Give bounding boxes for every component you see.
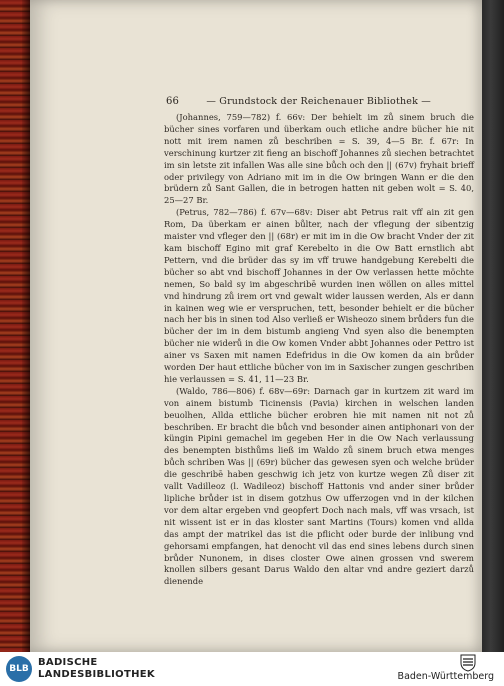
library-name-line2: LANDESBIBLIOTHEK <box>38 669 155 680</box>
running-title: — Grundstock der Reichenauer Bibliothek — <box>206 96 431 107</box>
coat-of-arms-icon <box>460 654 476 672</box>
blb-logo-icon[interactable]: BLB <box>6 656 32 682</box>
book-binding <box>0 0 30 652</box>
footer-bar <box>0 652 504 686</box>
library-name-line1: BADISCHE <box>38 657 98 668</box>
partner-logo[interactable] <box>344 654 494 684</box>
paragraph-petrus: (Petrus, 782—786) f. 67v—68v: Diser abt Petrus rait vff ain zit gen Rom, Da überkam er ainen bůlter, nach der vflegung der sibentzig maister vnd vfleger den || (68r) er mit im in die Ow bracht Vnder der zit kam bischoff Egino mit graf Kerebelto in die Ow Batt ernstlich abt Pettern, vnd die brüder das sy im vff truwe handgebung Kerebelti die bücher so abt vnd bischoff Johannes in der Ow verlassen hette möchte nemen, So bald sy im abgeschribē wurden inen wöllen on alles mittel vnd hindrung zů irem ort vnd gewalt wider laussen werden, Als er dann in kainen weg wie er verspruchen, tett, besonder behielt er die bücher nach her bis in sinen tod Also verließ er Wisheozo sinem brůders fun die bücher der im in dem bistumb angieng Vnd syen also die benempten bücher nie widerů in die Ow komen Vnder abbt Johannes oder Pettro ist ainer vs Saxen mit namen Edefridus in die Ow komen da ain brůder worden Der haut ettliche bücher von im in Saxischer zungen geschriben hie verlaussen = S. 41, 11—23 Br. <box>164 207 474 384</box>
book-cover-edge <box>482 0 504 652</box>
paragraph-waldo: (Waldo, 786—806) f. 68v—69r: Darnach gar in kurtzem zit ward im von ainem bistumb Ticinensis (Pavia) kirchen in welschen landen beuolhen, Allda ettliche bücher erobren hie mit namen nit not zů beschriben. Er bracht die bůch vnd besonder ainen antiphonari von der küngin Pipini gemachel im gegeben Her in die Ow Nach verlaussung des benempten bisthůms ließ im Waldo zů sinem bruch etwa menges bůch schriben Was || (69r) bücher das gewesen syen och welche brüder die geschribē haben geschwig ich jetz von kurtze wegen Zů diser zit vallt Vadilleoz (l. Wadileoz) bischoff Hattonis vnd ander siner brůder lipliche brůder ist in disem gotzhus Ow ufferzogen vnd in der kilchen vor dem altar ergeben vnd geopfert Doch nach mals, vff was vrsach, ist nit wissent ist er in das kloster sant Martins (Tours) komen vnd allda das ampt der matrikel das ist die pflicht oder burde der inlibung vnd gehorsami empfangen, hat denocht vil das end sines lebens durch sinen brůder Nunonem, in dises closter Owe ainen grossen vnd swerem knollen silbers gesant Darus Waldo den altar vnd andre geziert darzů dienende <box>164 385 474 587</box>
page-header <box>166 96 446 110</box>
partner-name: Baden-Württemberg <box>397 671 494 682</box>
page-number: 66 <box>166 96 180 107</box>
library-name[interactable] <box>38 657 155 681</box>
book-page <box>30 0 482 652</box>
paragraph-johannes: (Johannes, 759—782) f. 66v: Der behielt im zů sinem bruch die bücher sines vorfaren und überkam ouch etliche andre bücher hie nit nott mit irem namen zů beschriben = S. 39, 4—5 Br. f. 67r: In verschinung kurtzer zit fieng an bischoff Johannes zů siechen betrachtet im sin letste zit infallen Was alle sine bůch och den || (67v) fryhait brieff oder privilegy von Adriano mit im in die Ow bringen Wann er die den brüdern zů Sant Gallen, die in betrogen hatten nit geben wolt = S. 40, 25—27 Br. <box>164 112 474 206</box>
body-text <box>164 112 474 588</box>
